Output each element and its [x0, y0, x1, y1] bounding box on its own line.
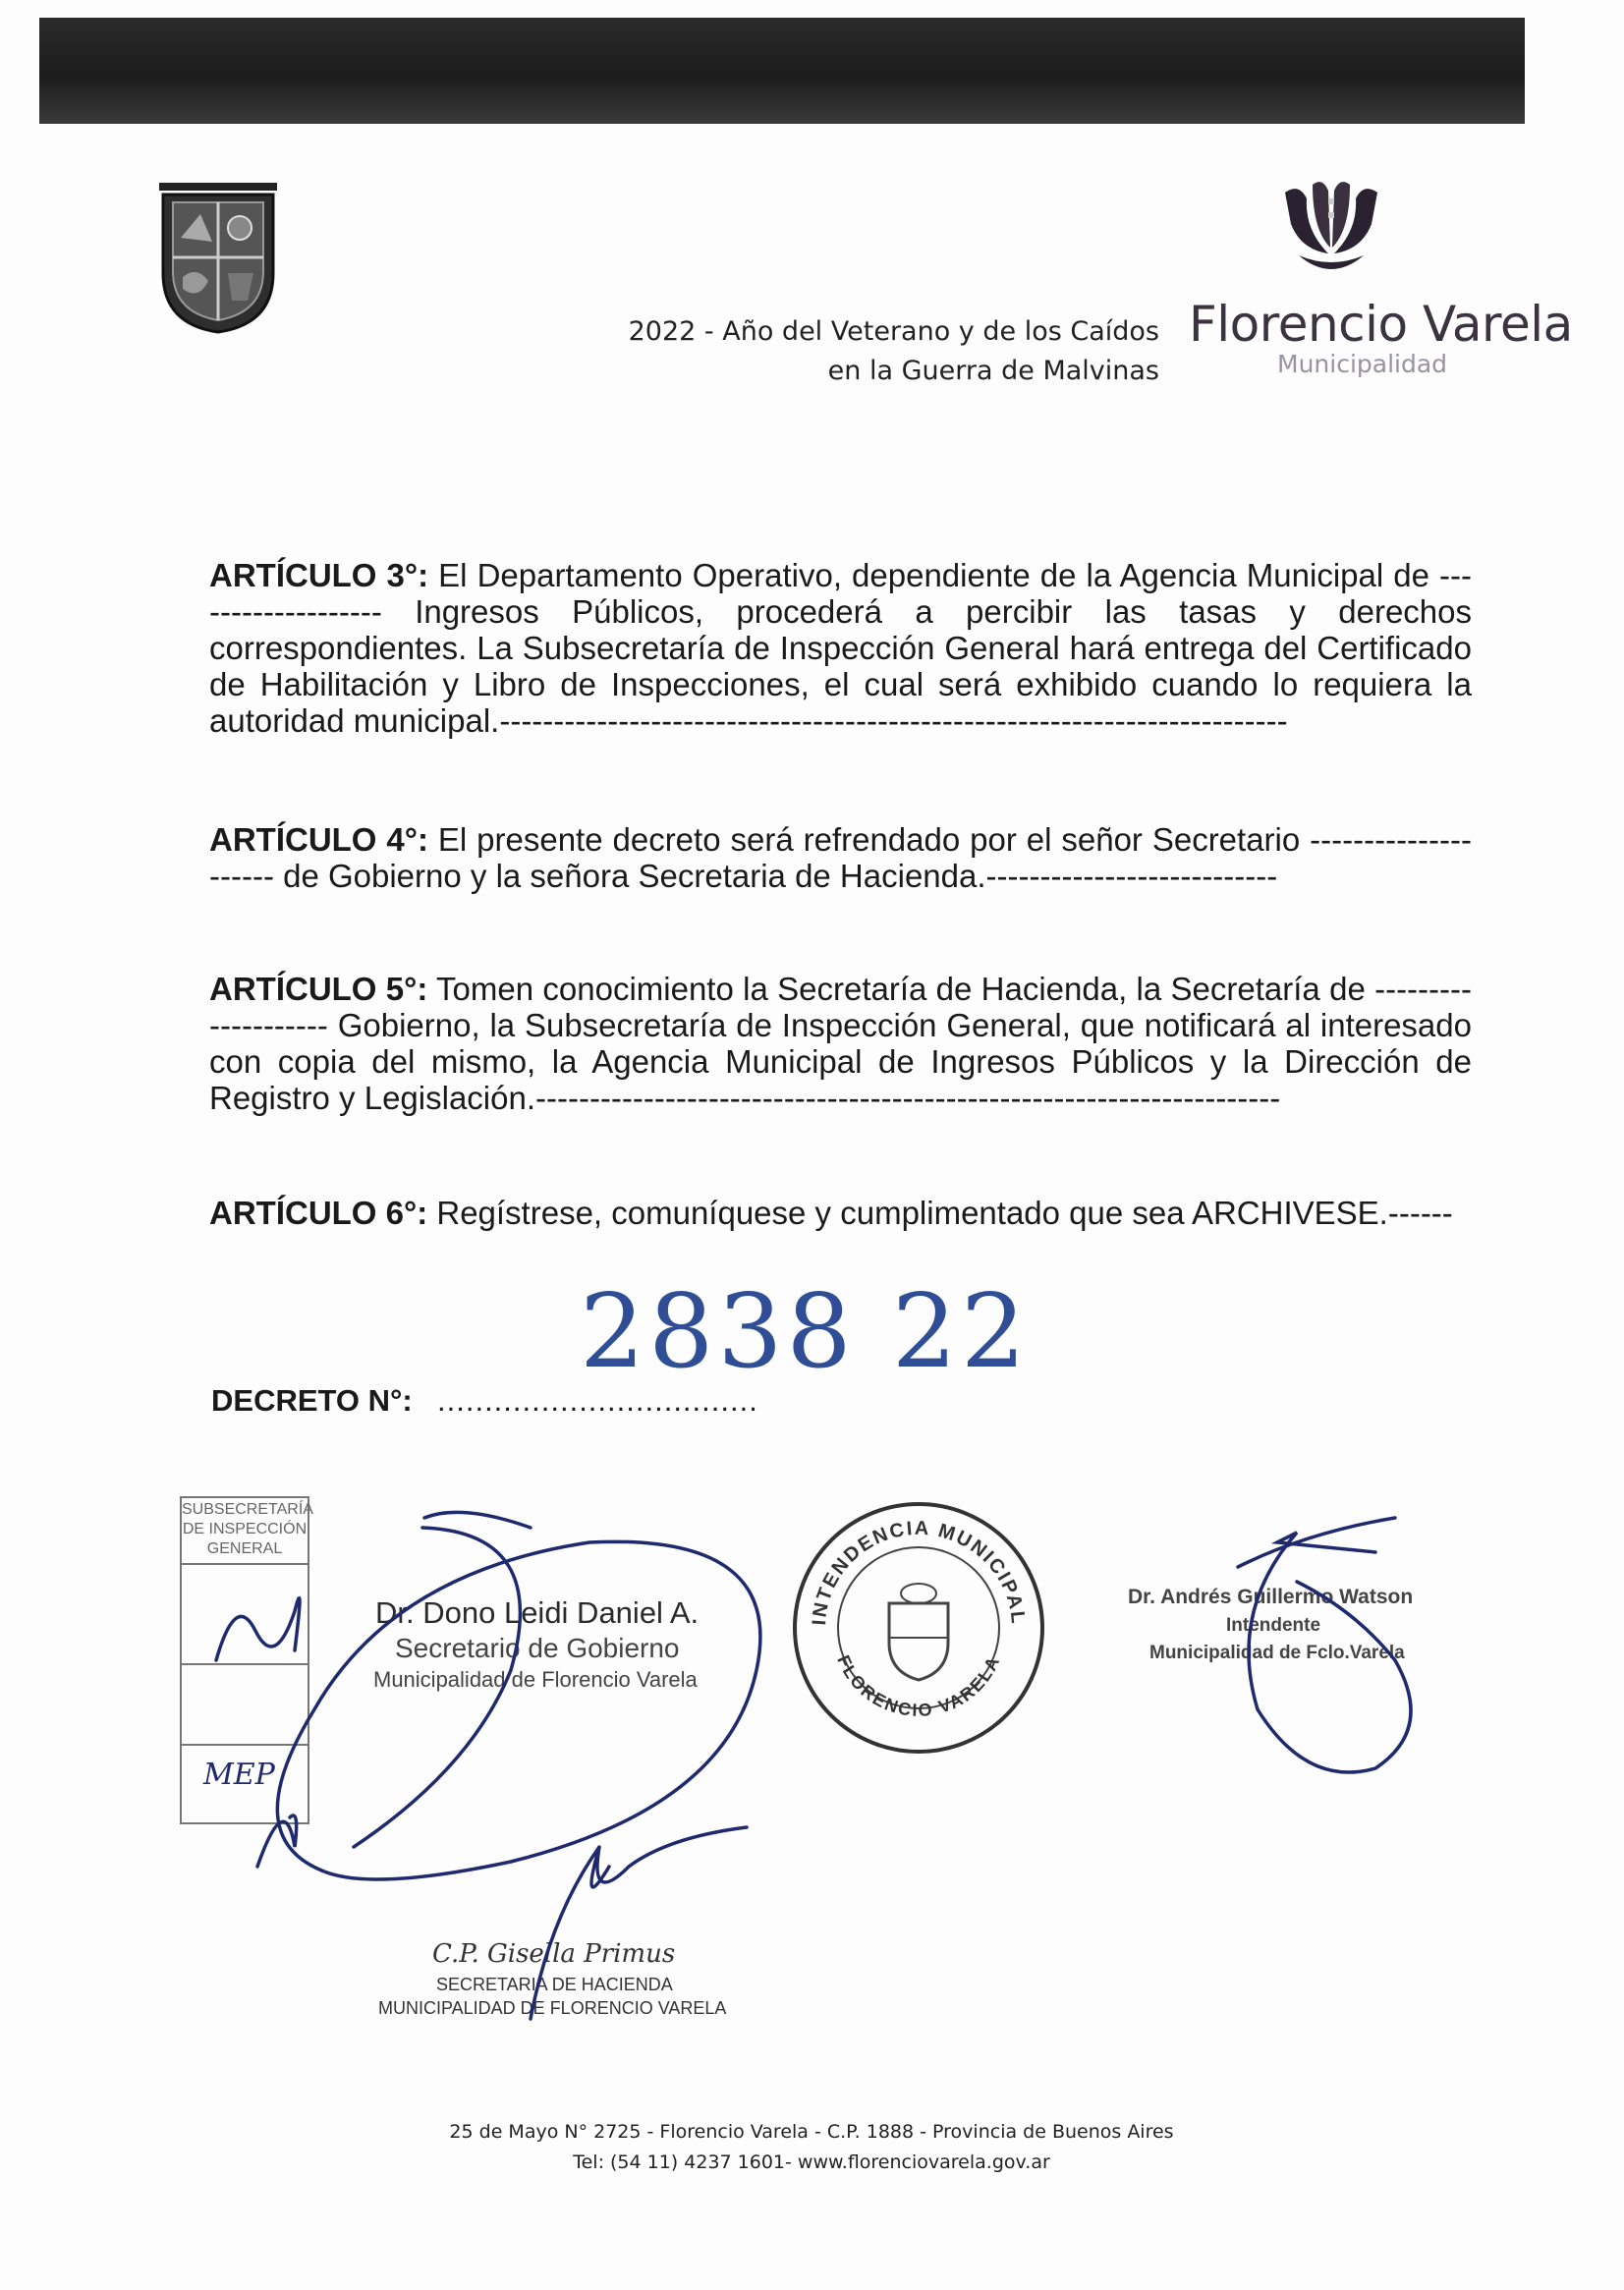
svg-text:INTENDENCIA MUNICIPAL — [809, 1518, 1029, 1626]
brand-name: Florencio Varela — [1189, 296, 1573, 353]
article-3-text: El Departamento Operativo, dependiente de la Agencia Municipal de ------------------- Ingresos Públicos, procederá a percibir las tasas y derechos correspondientes. La Subsecretaría de Inspección General hará entrega del Certificado de Habilitación y Libro de Inspecciones, el cual será exhibido cuando lo requiera la autoridad municipal.------------------------------------------------------------------------- — [209, 557, 1472, 739]
gobierno-signature-flourish — [424, 1512, 531, 1528]
article-3-label: ARTÍCULO 3°: — [209, 557, 429, 593]
signature-intendente-org: Municipalidad de Fclo.Varela — [1149, 1643, 1405, 1663]
article-4-text: El presente decreto será refrendado por el señor Secretario --------------------- de Gobierno y la señora Secretaria de Hacienda.--------------------------- — [209, 821, 1472, 894]
signature-gobierno-org: Municipalidad de Florencio Varela — [373, 1667, 698, 1692]
svg-text:FLORENCIO VARELA — [833, 1652, 1004, 1720]
article-3 — [209, 557, 1472, 739]
hacienda-signature-loop — [591, 1847, 609, 1887]
brand-subtitle: Municipalidad — [1277, 350, 1448, 378]
decree-dots: .................................. — [437, 1383, 758, 1418]
article-5 — [209, 971, 1472, 1116]
inspection-stamp — [180, 1496, 313, 1824]
stamp-line-1: SUBSECRETARÍA — [182, 1501, 313, 1518]
motto-line-1: 2022 - Año del Veterano y de los Caídos — [628, 316, 1159, 347]
stamp-initials: MEP — [203, 1758, 275, 1792]
florencio-varela-logo-icon — [1277, 175, 1385, 278]
signature-hacienda-name: C.P. Gisella Primus — [432, 1939, 676, 1969]
motto-line-2: en la Guerra de Malvinas — [827, 356, 1159, 386]
signature-gobierno-name: Dr. Dono Leidi Daniel A. — [375, 1595, 700, 1630]
article-5-label: ARTÍCULO 5°: — [209, 971, 428, 1007]
article-6 — [209, 1195, 1472, 1231]
article-4-label: ARTÍCULO 4°: — [209, 821, 428, 858]
seal-bottom-text: FLORENCIO VARELA — [833, 1651, 1004, 1721]
municipal-seal — [786, 1495, 1051, 1760]
gobierno-signature-stroke — [277, 1541, 760, 1879]
year-motto — [550, 312, 1159, 391]
article-5-text: Tomen conocimiento la Secretaría de Hacienda, la Secretaría de -------------------- Gobierno, la Subsecretaría de Inspección General, que notificará al interesado con copia del mismo, la Agencia Municipal de Ingresos Públicos y la Dirección de Registro y Legislación.--------------------------------------------------------------------- — [209, 971, 1472, 1116]
footer-contact: Tel: (54 11) 4237 1601- www.florenciovarela.gov.ar — [573, 2151, 1050, 2173]
stamp-line-2: DE INSPECCIÓN — [182, 1521, 308, 1537]
signature-gobierno-role: Secretario de Gobierno — [395, 1633, 680, 1663]
article-6-text: Regístrese, comuníquese y cumplimentado que sea ARCHIVESE.------ — [427, 1195, 1453, 1231]
seal-top-text: INTENDENCIA MUNICIPAL — [808, 1517, 1030, 1627]
signature-intendente-role: Intendente — [1226, 1615, 1321, 1636]
scan-top-bar — [39, 18, 1525, 124]
municipal-coat-of-arms-icon — [149, 179, 287, 336]
article-4 — [209, 821, 1472, 894]
article-6-label: ARTÍCULO 6°: — [209, 1195, 428, 1231]
stamp-line-3: GENERAL — [206, 1540, 283, 1557]
signature-hacienda-org: MUNICIPALIDAD DE FLORENCIO VARELA — [378, 1998, 727, 2018]
page-footer — [320, 2117, 1303, 2178]
signature-intendente-name: Dr. Andrés Guillermo Watson — [1128, 1586, 1414, 1608]
decree-label: DECRETO N°: — [211, 1383, 413, 1418]
decree-number: 2838 22 — [580, 1271, 1031, 1391]
intendente-signature-loop — [1238, 1518, 1395, 1567]
signature-hacienda-role: SECRETARIA DE HACIENDA — [436, 1975, 673, 1994]
footer-address: 25 de Mayo N° 2725 - Florencio Varela - C.P. 1888 - Provincia de Buenos Aires — [449, 2121, 1174, 2143]
